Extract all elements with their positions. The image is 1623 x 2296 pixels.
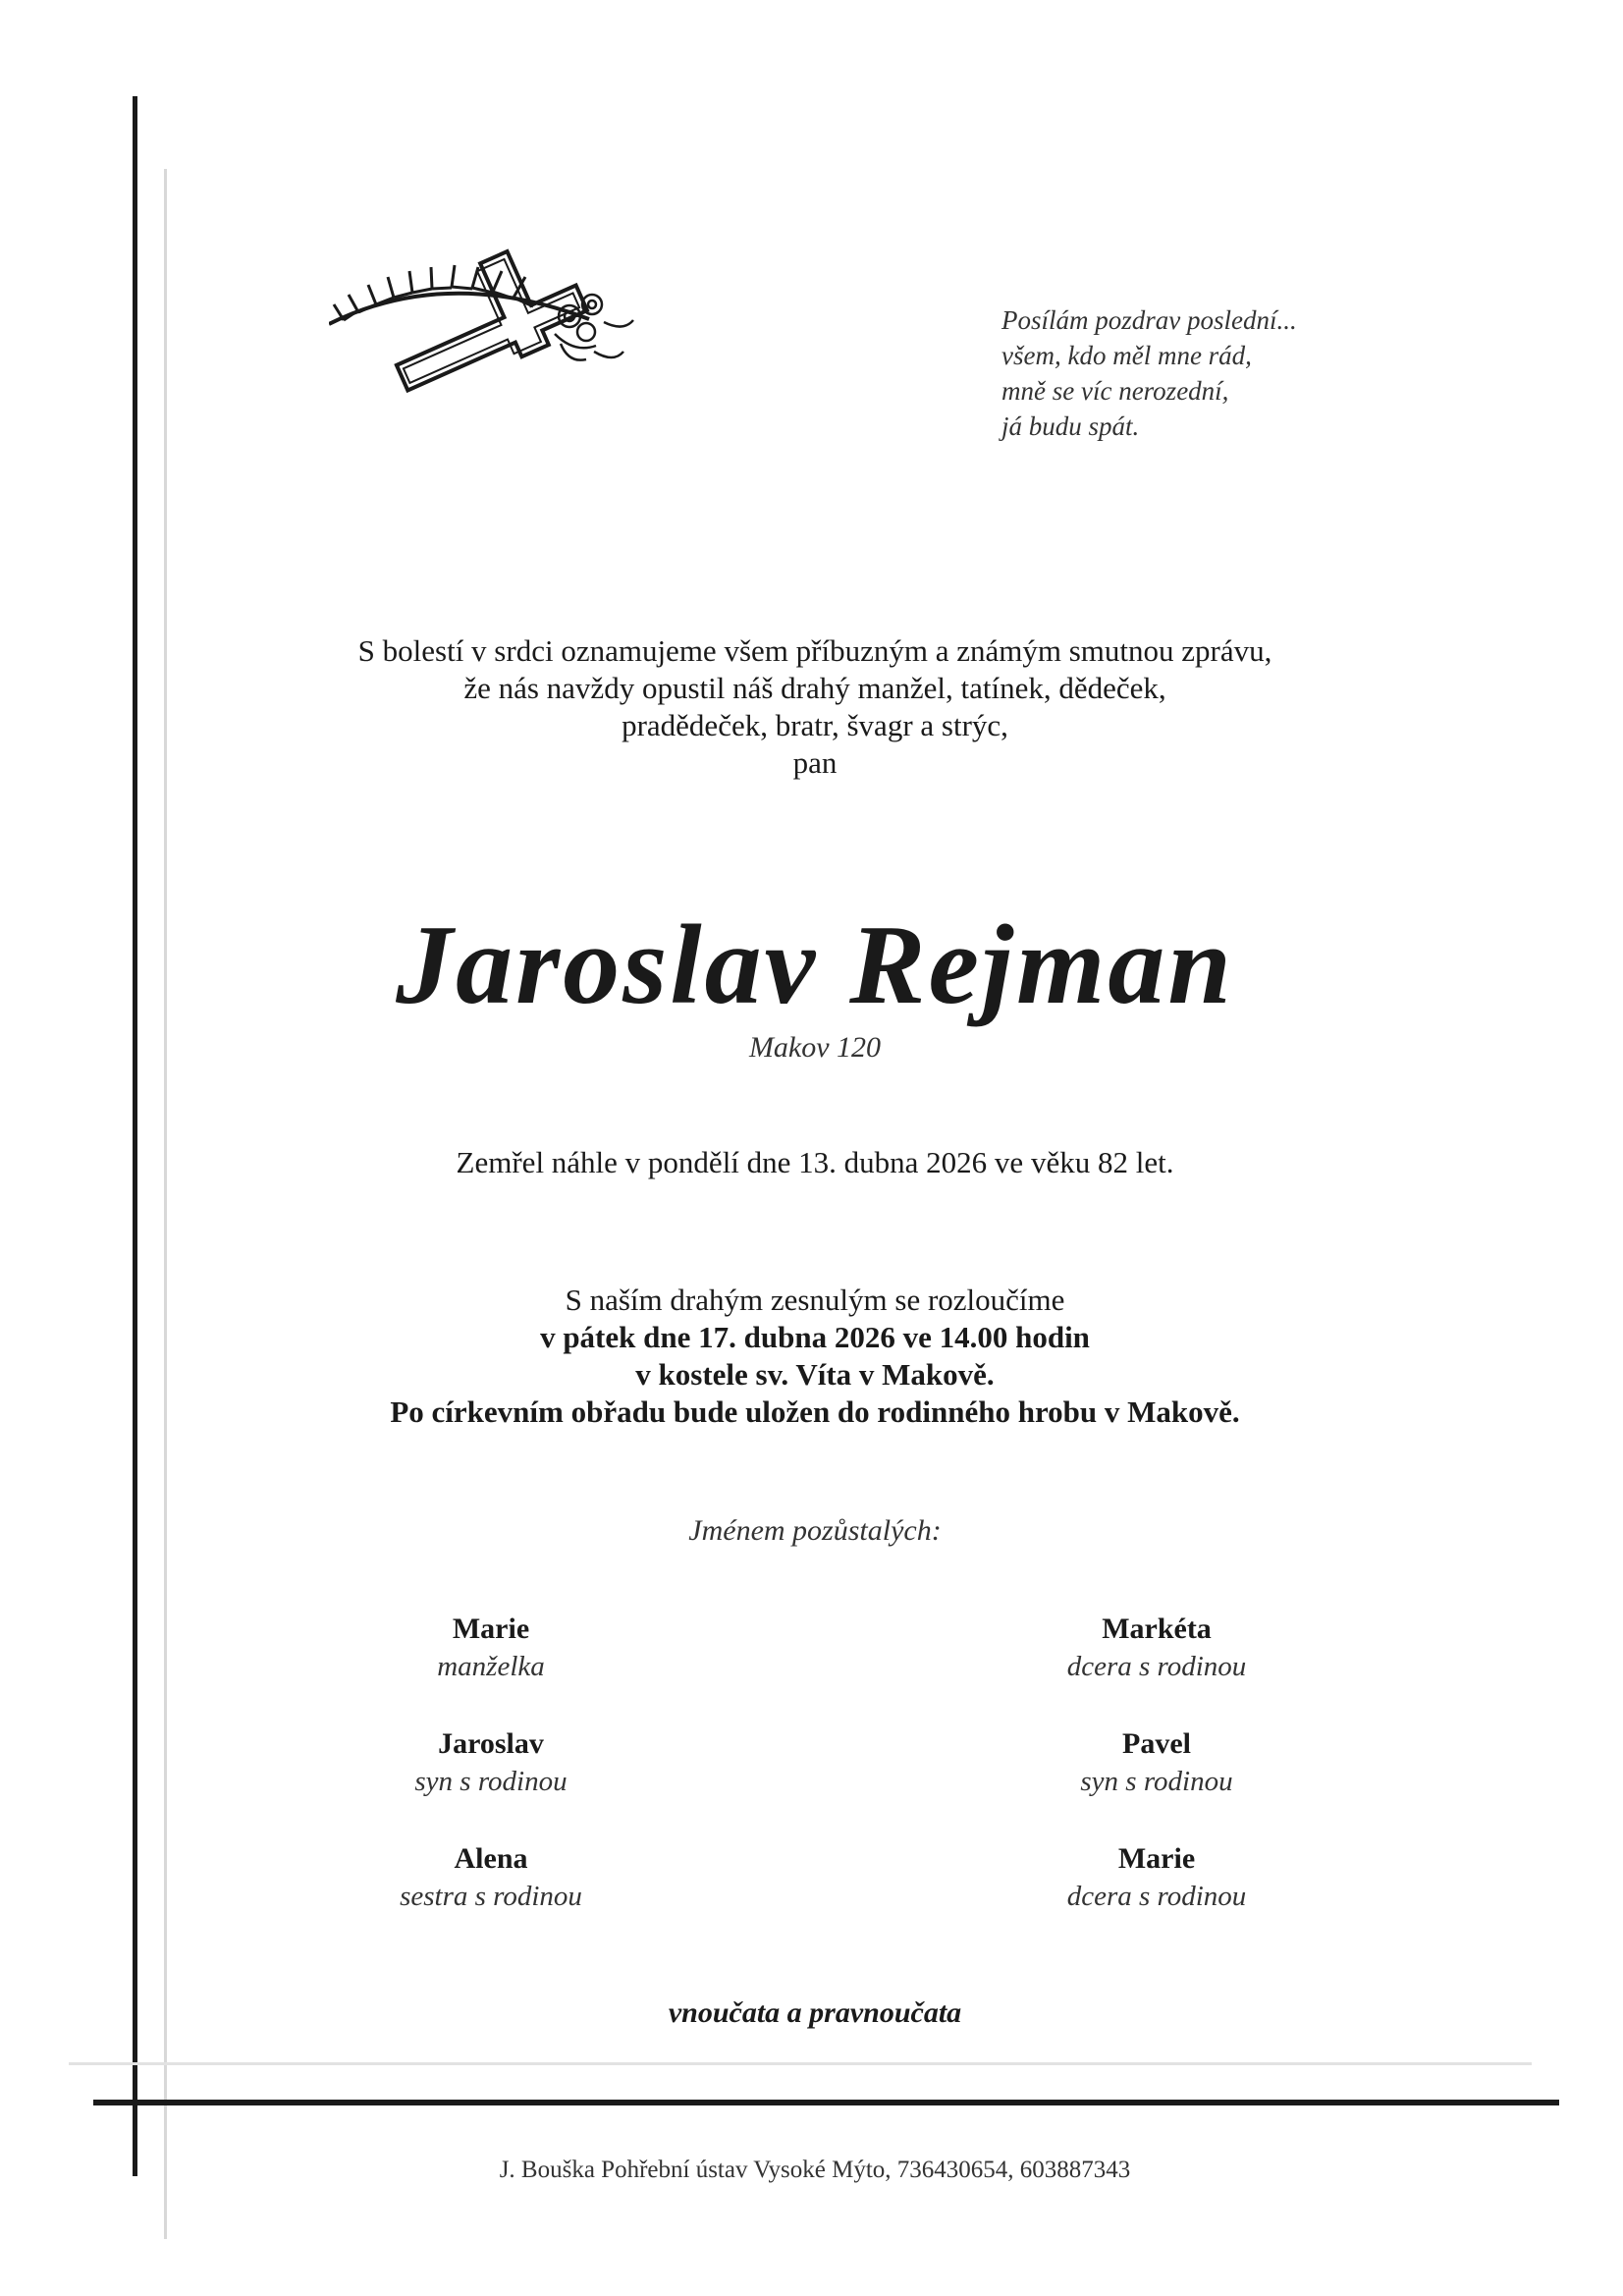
frame-left-light-line [164,169,167,2239]
farewell-place: v kostele sv. Víta v Makově. [635,1357,995,1392]
survivor-role: syn s rodinou [1080,1766,1233,1797]
poem [1001,302,1414,444]
survivor-role: sestra s rodinou [400,1881,582,1912]
cross-with-palm-branch-icon [329,226,741,398]
farewell-info [177,1282,1453,1431]
survivor-name: Marie [1117,1842,1196,1875]
deceased-name: Jaroslav Rejman [396,902,1234,1028]
farewell-burial: Po církevním obřadu bude uložen do rodinného hrobu v Makově. [390,1394,1240,1429]
death-notice: Zemřel náhle v pondělí dne 13. dubna 2026 ve věku 82 let. [456,1145,1174,1179]
survivor-entry [980,1611,1333,1685]
survivor-entry [980,1840,1333,1915]
funeral-home-footer: J. Bouška Pohřební ústav Vysoké Mýto, 736430654, 603887343 [499,2157,1131,2183]
survivor-role: dcera s rodinou [1066,1651,1247,1682]
farewell-date-time: v pátek dne 17. dubna 2026 ve 14.00 hodin [540,1320,1090,1354]
poem-line: já budu spát. [1001,411,1140,441]
announcement-line: pan [792,745,838,780]
survivor-entry [314,1611,668,1685]
survivor-name: Alena [454,1842,528,1875]
frame-bottom-light-line [69,2062,1532,2065]
poem-line: všem, kdo měl mne rád, [1001,341,1252,370]
deceased-address: Makov 120 [748,1031,882,1064]
announcement-line: pradědeček, bratr, švagr a strýc, [622,708,1008,742]
survivor-name: Marie [452,1613,530,1645]
announcement-line: S bolestí v srdci oznamujeme všem příbuzným a známým smutnou zprávu, [357,633,1272,668]
survivor-role: manželka [437,1651,545,1682]
survivor-role: syn s rodinou [414,1766,568,1797]
grandchildren: vnoučata a pravnoučata [668,1996,962,2029]
poem-line: Posílám pozdrav poslední... [1001,305,1297,335]
announcement [177,632,1453,782]
frame-bottom-line [93,2100,1559,2105]
survivor-name: Markéta [1102,1613,1212,1645]
announcement-line: že nás navždy opustil náš drahý manžel, tatínek, dědeček, [463,671,1166,705]
survivor-entry [980,1725,1333,1800]
frame-left-line [133,96,137,2176]
farewell-intro: S naším drahým zesnulým se rozloučíme [565,1283,1065,1317]
survivor-role: dcera s rodinou [1066,1881,1247,1912]
poem-line: mně se víc nerozední, [1001,376,1229,406]
survivor-name: Pavel [1122,1727,1191,1760]
survivor-name: Jaroslav [438,1727,544,1760]
survivor-entry [314,1840,668,1915]
survivor-entry [314,1725,668,1800]
survivors-heading: Jménem pozůstalých: [688,1514,942,1547]
